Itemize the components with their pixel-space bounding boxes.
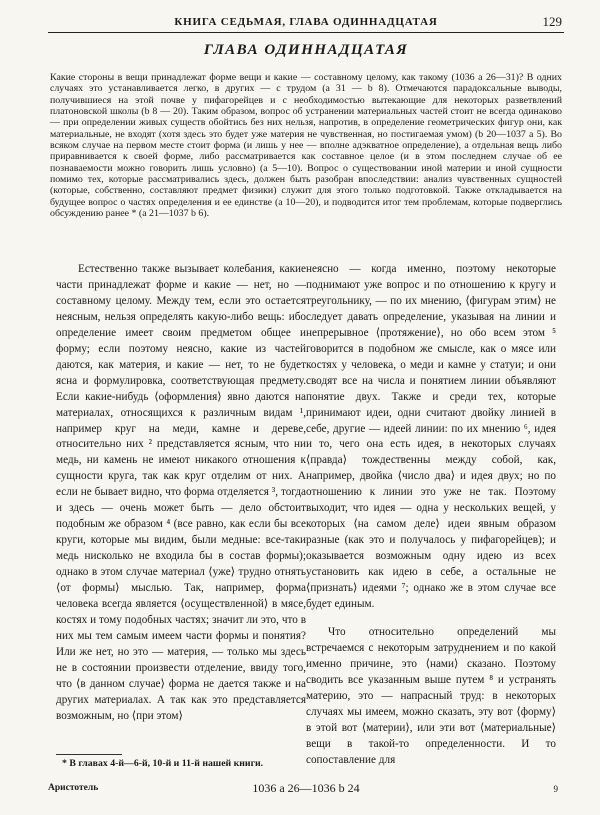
page-footer xyxy=(48,781,564,795)
left-paragraph-1: Естественно также вызывает колебания, какие части принадлежат форме и какие — нет, но — составному целому. Между тем, если это остается неясным, нельзя определять какую-либо вещь: ибо определение имеет своим предметом общее и форму; если поэтому неясно, какие из частей даются, как материя, и какие — нет, то не будет ясна и формулировка, соответствующая предмету. Если какие-нибудь ⟨оформления⟩ явно даются на материалах, относящихся к различным видам ¹, например круг на меди, камне и дереве, относительно них ² представляется ясным, что ни медь, ни камень не имеют никакого отношения к сущности круга, так как круг отделим от них. А если не бывает видно, что форма отделяется ³, тогда и здесь — очень может быть — дело обстоит подобным же образом ⁴ (все равно, как если бы все круги, которые мы видим, были медные: все-таки медь нисколько не входила бы в состав формы); однако в этом случае материал ⟨уже⟩ трудно отнять ⟨от формы⟩ мыслью. Так, например, форма человека всегда является ⟨осуществленной⟩ в мясе, костях и тому подобных частях; значит ли это, что в них мы тем самым имеем части формы и понятия? Или же нет, но это — материя, — только мы здесь не в состоянии произвести отделение, ввиду того, что ⟨в данном случае⟩ форма не дается также и на других материалах. А так как это представляется возможным, но ⟨при этом⟩ xyxy=(56,263,306,722)
running-header xyxy=(48,14,564,33)
page-number: 129 xyxy=(542,14,562,29)
footnote-rule xyxy=(56,754,122,755)
right-paragraph-1: неясно — когда именно, поэтому некоторые поднимают уже вопрос и по отношению к кругу и треугольнику, — по их мнению, ⟨фигурам этим⟩ не следует давать определение, указывая на линии и непрерывное ⟨протяжение⟩, но обо всем этом ⁵ говорится в подобном же смысле, как о мясе или костях у человека, о меди и камне у статуи; и они сводят все на числа и понятием линии объявляют понятие двух. Также и среди тех, которые принимают идеи, одни считают двойку линией в себе, другие — идеей линии: по их мнению ⁶, идея и то, чего она есть идея, в некоторых случаях ⟨правда⟩ тождественны между собой, как, например, двойка ⟨число два⟩ и идея двух; но по отношению к линии это уже не так. Поэтому выходит, что идея — одна у нескольких вещей, у которых ⟨на самом деле⟩ идеи явным образом разные (как это и получалось у пифагорейцев); и оказывается возможным одну идею из всех установить как идею в себе, а остальные не ⟨признать⟩ идеями ⁷; однако же в этом случае все будет единым. xyxy=(306,263,556,611)
footnote: * В главах 4-й—6-й, 10-й и 11-й нашей книги. xyxy=(62,758,264,769)
right-column xyxy=(306,262,556,769)
signature-mark: 9 xyxy=(553,784,558,794)
footer-reference: 1036 a 26—1036 b 24 xyxy=(252,781,360,795)
right-paragraph-2: Что относительно определений мы встречаемся с некоторым затруднением и по какой именно причине, это ⟨нами⟩ сказано. Поэтому сводить все указанным выше путем ⁸ и устранять материю, это — напрасный труд: в некоторых случаях мы имеем, можно сказать, эту вот ⟨форму⟩ в этой вот ⟨материи⟩, или эти вот ⟨материальные⟩ вещи в такой-то определенности. И то сопоставление для xyxy=(306,625,556,766)
chapter-summary: Какие стороны в вещи принадлежат форме вещи и какие — составному целому, как такому (1036 a 26—31)? В одних случаях это устанавливается легко, в других — с трудом (a 31 — b 8). Отмечаются парадоксальные выводы, получившиеся на этой почве у пифагорейцев и с необходимостью вытекающие для некоторых разветвлений платоновской школы (b 8 — 20). Таким образом, вопрос об устранении материальных частей стоит не всегда одинаково — при определении живых существ обойтись без них нельзя, напротив, в определение геометрических фигур они, как материальные, не входят (хотя здесь это будет уже материя не чувственная, но постигаемая умом) (b 20—1037 a 5). Во всяком случае на первом месте стоит форма (и лишь у нее — вполне адэкватное определение), а отдельная вещь либо приравнивается к своей форме, либо рассматривается как составное целое (и в этом последнем случае об ее познаваемости можно говорить лишь условно) (a 5—10). Вопрос о существовании иной материи и иной сущности помимо тех, которые рассматривались здесь, должен быть разобран впоследствии: анализ чувственных сущностей (которые, собственно, составляют предмет физики) служит для этого только подготовкой. Также откладывается на будущее вопрос о частях определения и ее единстве (a 10—20), и подводится итог тем проблемам, которые подверглись обсуждению ранее * (a 21—1037 b 6). xyxy=(50,72,562,220)
footer-author: Аристотель xyxy=(48,783,99,793)
running-title: КНИГА СЕДЬМАЯ, ГЛАВА ОДИННАДЦАТАЯ xyxy=(174,16,438,28)
chapter-title: ГЛАВА ОДИННАДЦАТАЯ xyxy=(203,42,409,58)
left-column xyxy=(56,262,306,725)
